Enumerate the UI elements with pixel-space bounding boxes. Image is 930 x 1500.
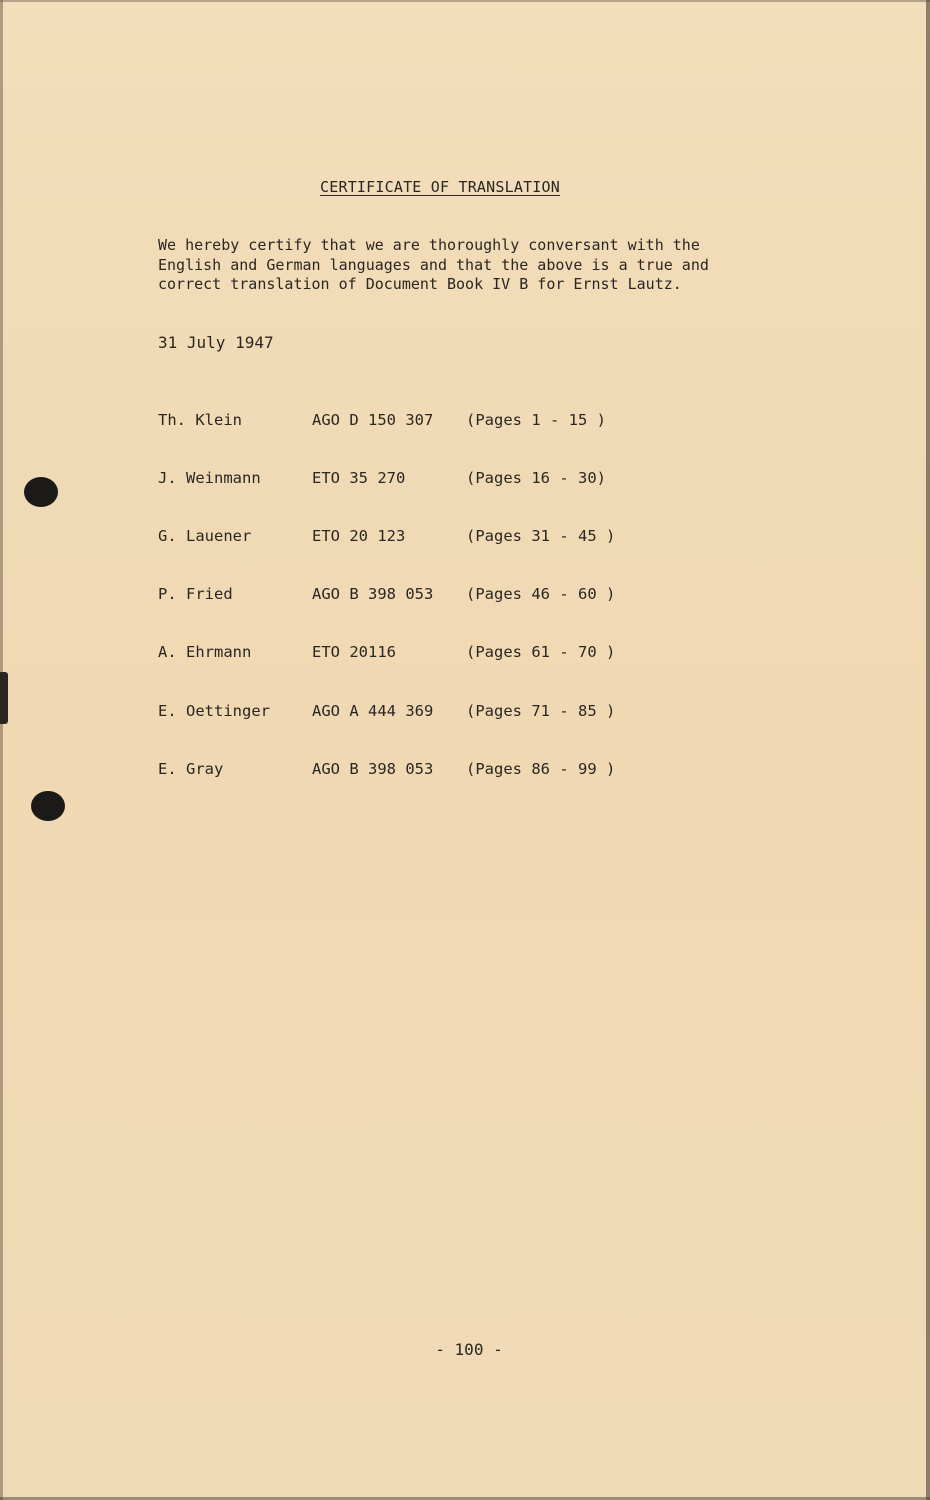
translator-pages: (Pages 71 - 85 )	[466, 702, 616, 720]
translator-serial: ETO 20116	[312, 643, 396, 661]
punch-hole-upper	[24, 477, 58, 507]
translator-serial: AGO A 444 369	[312, 702, 434, 720]
translator-name: P. Fried	[158, 585, 233, 603]
paragraph-line: correct translation of Document Book IV B for Ernst Lautz.	[158, 275, 682, 293]
translator-serial: ETO 35 270	[312, 469, 406, 487]
paragraph-line: English and German languages and that the above is a true and	[158, 255, 709, 274]
translator-pages: (Pages 86 - 99 )	[466, 760, 616, 778]
translator-serial: AGO B 398 053	[312, 760, 434, 778]
translator-pages: (Pages 46 - 60 )	[466, 585, 616, 603]
paragraph-line: We hereby certify that we are thoroughly conversant with the	[158, 236, 700, 254]
translator-name: E. Oettinger	[158, 702, 270, 720]
paper-edge-left	[0, 0, 3, 1500]
binding-tab-mark	[0, 672, 8, 724]
translator-pages: (Pages 31 - 45 )	[466, 527, 616, 545]
translator-name: A. Ehrmann	[158, 643, 252, 661]
certification-paragraph	[158, 236, 758, 295]
certificate-date: 31 July 1947	[158, 333, 274, 352]
translator-name: J. Weinmann	[158, 469, 261, 487]
punch-hole-lower	[31, 791, 65, 821]
paper-edge-right	[926, 0, 930, 1500]
page-number: - 100 -	[435, 1340, 503, 1359]
translator-serial: AGO D 150 307	[312, 411, 434, 429]
paper-edge-top	[0, 0, 930, 2]
translator-name: E. Gray	[158, 760, 224, 778]
translator-pages: (Pages 1 - 15 )	[466, 411, 606, 429]
certificate-title: CERTIFICATE OF TRANSLATION	[320, 178, 560, 196]
translator-pages: (Pages 61 - 70 )	[466, 643, 616, 661]
translator-name: Th. Klein	[158, 411, 242, 429]
translator-name: G. Lauener	[158, 527, 252, 545]
translator-serial: AGO B 398 053	[312, 585, 434, 603]
translator-pages: (Pages 16 - 30)	[466, 469, 606, 487]
translator-serial: ETO 20 123	[312, 527, 406, 545]
